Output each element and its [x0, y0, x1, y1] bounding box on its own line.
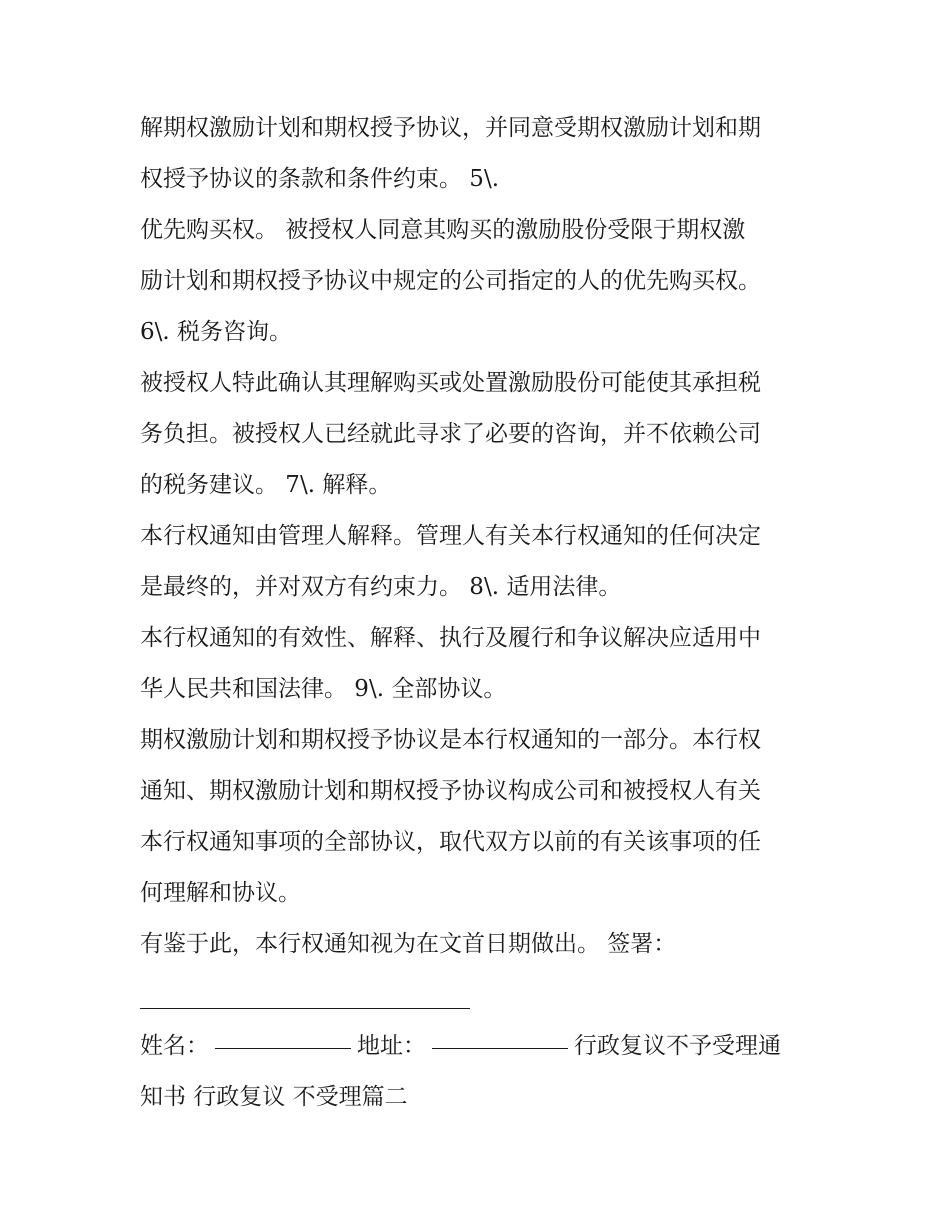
- document-body: [140, 103, 820, 1123]
- text-line-15: 本行权通知事项的全部协议，取代双方以前的有关该事项的任: [140, 829, 761, 855]
- trailing-text-1: 行政复议不予受理通: [574, 1033, 781, 1059]
- text-line-13: 期权激励计划和期权授予协议是本行权通知的一部分。本行权: [140, 727, 761, 753]
- name-blank-field: [215, 1048, 351, 1049]
- signature-underline: [140, 1008, 470, 1009]
- text-line-2: 权授予协议的条款和条件约束。 5\.: [140, 166, 500, 192]
- text-line-14: 通知、期权激励计划和期权授予协议构成公司和被授权人有关: [140, 778, 761, 804]
- address-blank-field: [432, 1048, 568, 1049]
- text-line-17: 有鉴于此，本行权通知视为在文首日期做出。 签署：: [140, 931, 677, 957]
- text-line-16: 何理解和协议。: [140, 880, 301, 906]
- name-label: 姓名：: [140, 1033, 209, 1059]
- text-line-10: 是最终的，并对双方有约束力。 8\. 适用法律。: [140, 574, 622, 600]
- text-line-4: 励计划和期权授予协议中规定的公司指定的人的优先购买权。: [140, 268, 761, 294]
- text-line-12: 华人民共和国法律。 9\. 全部协议。: [140, 676, 507, 702]
- trailing-text-2: 知书 行政复议 不受理篇二: [140, 1084, 408, 1110]
- text-line-3: 优先购买权。 被授权人同意其购买的激励股份受限于期权激: [140, 217, 746, 243]
- text-line-9: 本行权通知由管理人解释。管理人有关本行权通知的任何决定: [140, 523, 761, 549]
- text-line-5: 6\. 税务咨询。: [140, 319, 293, 345]
- signature-line: [140, 970, 820, 1021]
- address-label: 地址：: [357, 1033, 426, 1059]
- text-line-7: 务负担。被授权人已经就此寻求了必要的咨询，并不依赖公司: [140, 421, 761, 447]
- text-line-1: 解期权激励计划和期权授予协议，并同意受期权激励计划和期: [140, 115, 761, 141]
- text-line-6: 被授权人特此确认其理解购买或处置激励股份可能使其承担税: [140, 370, 761, 396]
- text-line-8: 的税务建议。 7\. 解释。: [140, 472, 392, 498]
- text-line-11: 本行权通知的有效性、解释、执行及履行和争议解决应适用中: [140, 625, 761, 651]
- name-address-line: [140, 1021, 820, 1072]
